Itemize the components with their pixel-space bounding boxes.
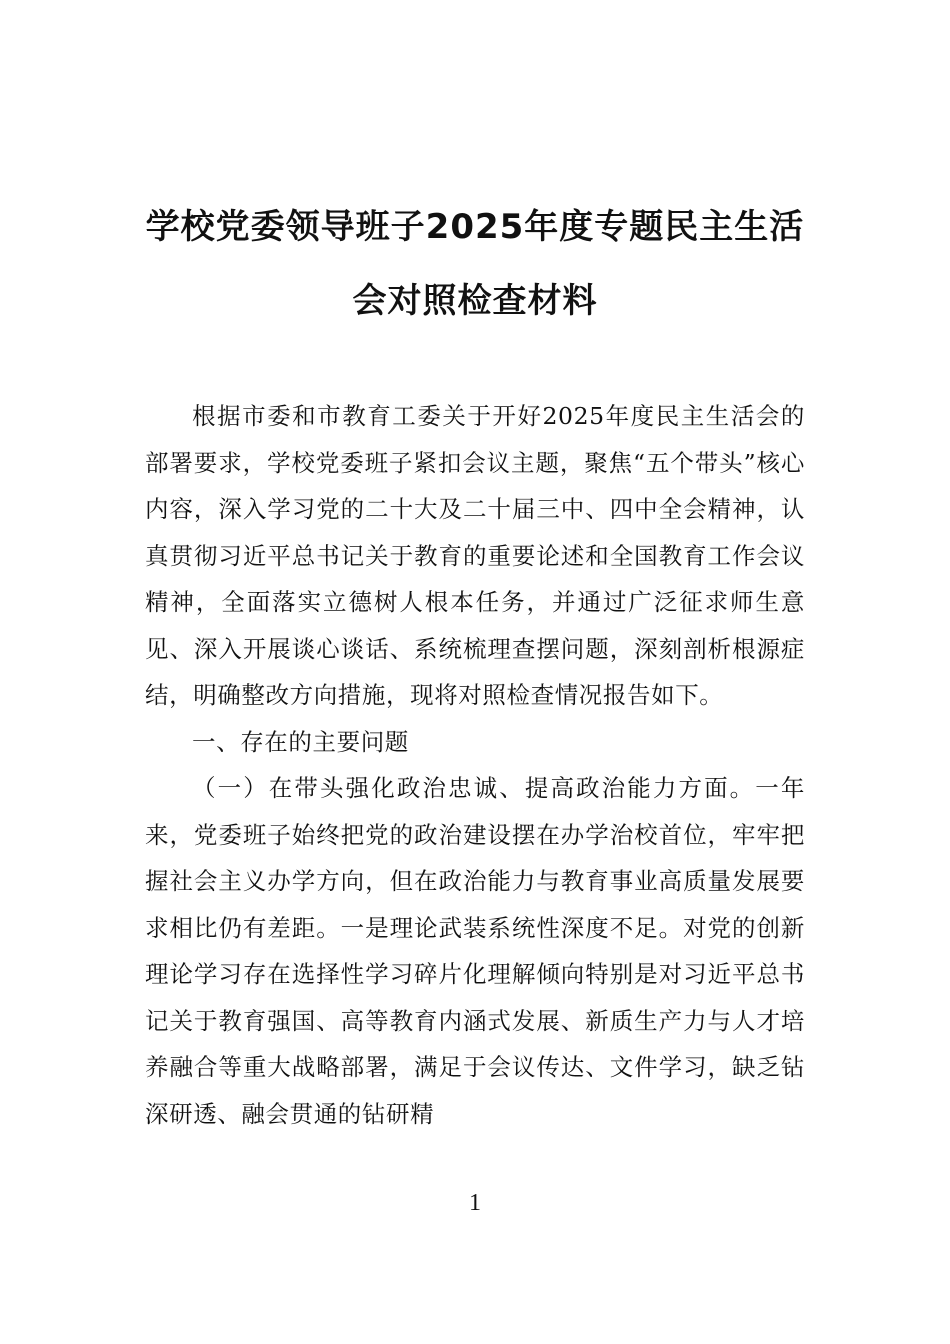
intro-paragraph: 根据市委和市教育工委关于开好2025年度民主生活会的部署要求，学校党委班子紧扣会议主题，聚焦“五个带头”核心内容，深入学习党的二十大及二十届三中、四中全会精神，认真贯彻习近平总书记关于教育的重要论述和全国教育工作会议精神，全面落实立德树人根本任务，并通过广泛征求师生意见、深入开展谈心谈话、系统梳理查摆问题，深刻剖析根源症结，明确整改方向措施，现将对照检查情况报告如下。 (145, 402, 805, 709)
title-line-2: 会对照检查材料 (352, 281, 598, 321)
document-title (100, 190, 850, 338)
page-number: 1 (469, 1190, 481, 1216)
section-heading-1: 一、存在的主要问题 (192, 727, 409, 756)
subsection-paragraph-1: （一）在带头强化政治忠诚、提高政治能力方面。一年来，党委班子始终把党的政治建设摆在办学治校首位，牢牢把握社会主义办学方向，但在政治能力与教育事业高质量发展要求相比仍有差距。一是理论武装系统性深度不足。对党的创新理论学习存在选择性学习碎片化理解倾向特别是对习近平总书记关于教育强国、高等教育内涵式发展、新质生产力与人才培养融合等重大战略部署，满足于会议传达、文件学习，缺乏钻深研透、融会贯通的钻研精 (145, 774, 805, 1128)
title-line-1: 学校党委领导班子2025年度专题民主生活 (145, 207, 805, 247)
document-body (145, 393, 805, 1137)
